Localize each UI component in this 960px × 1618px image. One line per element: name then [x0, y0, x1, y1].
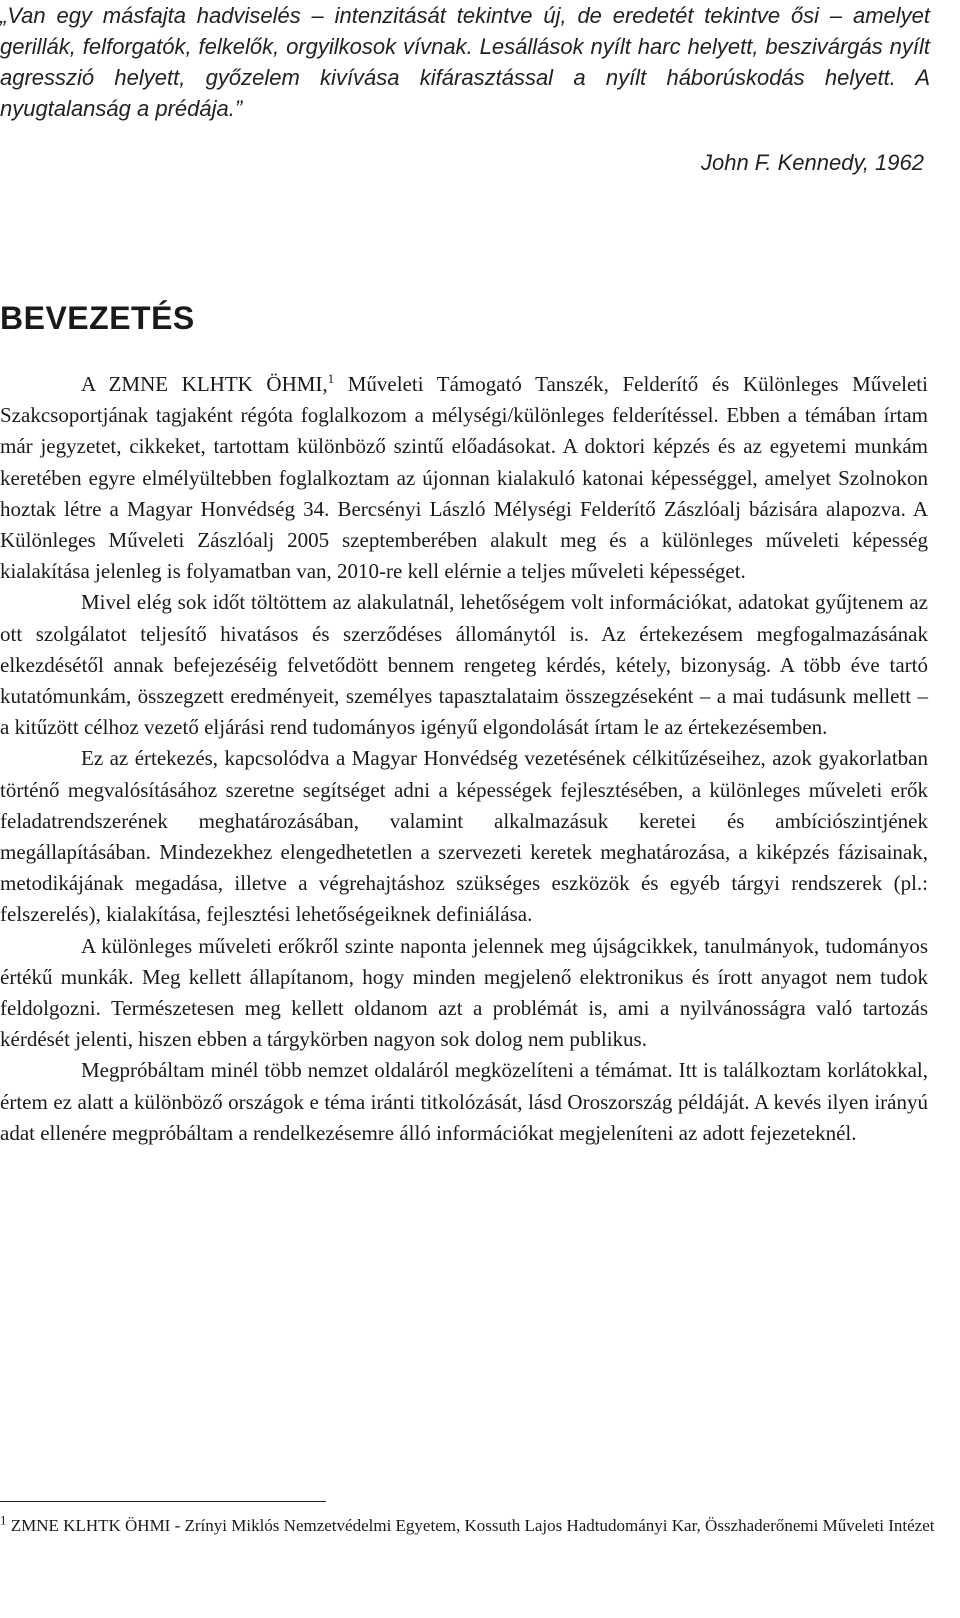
footnote-divider [0, 1501, 326, 1502]
epigraph-quote: „Van egy másfajta hadviselés – intenzitását tekintve új, de eredetét tekintve ősi – amelyet gerillák, felforgatók, felkelők, orgyilkosok vívnak. Lesállások nyílt harc helyett, beszivárgás nyílt agresszió helyett, győzelem kivívása kifárasztással a nyílt háborúskodás helyett. A nyugtalanság a prédája.” [0, 3, 930, 121]
paragraph-1-lead: A ZMNE KLHTK ÖHMI, [81, 372, 328, 396]
footnote-marker: 1 [0, 1512, 7, 1528]
paragraph-2: Mivel elég sok időt töltöttem az alakulatnál, lehetőségem volt információkat, adatokat gyűjtenem az ott szolgálatot teljesítő hivatásos és szerződéses állománytól is. Az értekezésem megfogalmazásának elkezdésétől annak befejezéséig felvetődött bennem rengeteg kérdés, kétely, bizonyság. A több éve tartó kutatómunkám, összegzett eredményeit, személyes tapasztalataim összegzéseként – a mai tudásunk mellett – a kitűzött célhoz vezető eljárási rend tudományos igényű elgondolását írtam le az értekezésemben. [0, 590, 928, 740]
section-heading: BEVEZETÉS [0, 300, 195, 336]
paragraph-1-text: Műveleti Támogató Tanszék, Felderítő és Különleges Műveleti Szakcsoportjának tagjaként régóta foglalkozom a mélységi/különleges felderítéssel. Ebben a témában írtam már jegyzetet, cikkeket, tartottam különböző szintű előadásokat. A doktori képzés és az egyetemi munkám keretében egyre elmélyültebben foglalkoztam az újonnan kialakuló katonai képességgel, amelyet Szolnokon hoztak létre a Magyar Honvédség 34. Bercsényi László Mélységi Felderítő Zászlóalj bázisára alapozva. A Különleges Műveleti Zászlóalj 2005 szeptemberében alakult meg és a különleges műveleti képesség kialakítása jelenleg is folyamatban van, 2010-re kell elérnie a teljes műveleti képességet. [0, 372, 928, 584]
paragraph-1 [0, 369, 928, 587]
footnote-reference: 1 [327, 371, 335, 386]
paragraph-4: A különleges műveleti erőkről szinte naponta jelennek meg újságcikkek, tanulmányok, tudományos értékű munkák. Meg kellett állapítanom, hogy minden megjelenő elektronikus és írott anyagot nem tudok feldolgozni. Természetesen meg kellett oldanom azt a problémát is, ami a nyilvánosságra való tartozás kérdését jelenti, hiszen ebben a tárgykörben nagyon sok dolog nem publikus. [0, 933, 928, 1052]
footnote [0, 1512, 940, 1539]
paragraph-3: Ez az értekezés, kapcsolódva a Magyar Honvédség vezetésének célkitűzéseihez, azok gyakorlatban történő megvalósításához szeretne segítséget adni a képességek fejlesztésében, a különleges műveleti erők feladatrendszerének meghatározásában, valamint alkalmazásuk keretei és ambíciószintjének megállapításában. Mindezekhez elengedhetetlen a szervezeti keretek meghatározása, a kiképzés fázisainak, metodikájának megadása, illetve a végrehajtáshoz szükséges eszközök és egyéb tárgyi rendszerek (pl.: felszerelés), kialakítása, fejlesztési lehetőségeiknek definiálása. [0, 746, 928, 927]
epigraph-attribution: John F. Kennedy, 1962 [700, 150, 924, 175]
paragraph-5: Megpróbáltam minél több nemzet oldaláról megközelíteni a témámat. Itt is találkoztam korlátokkal, értem ez alatt a különböző országok e téma iránti titkolózását, lásd Oroszország példáját. A kevés ilyen irányú adat ellenére megpróbáltam a rendelkezésemre álló információkat megjeleníteni az adott fejezeteknél. [0, 1058, 928, 1145]
footnote-text: ZMNE KLHTK ÖHMI - Zrínyi Miklós Nemzetvédelmi Egyetem, Kossuth Lajos Hadtudományi Kar, Összhaderőnemi Műveleti Intézet [6, 1516, 935, 1535]
body-text [0, 369, 928, 1149]
